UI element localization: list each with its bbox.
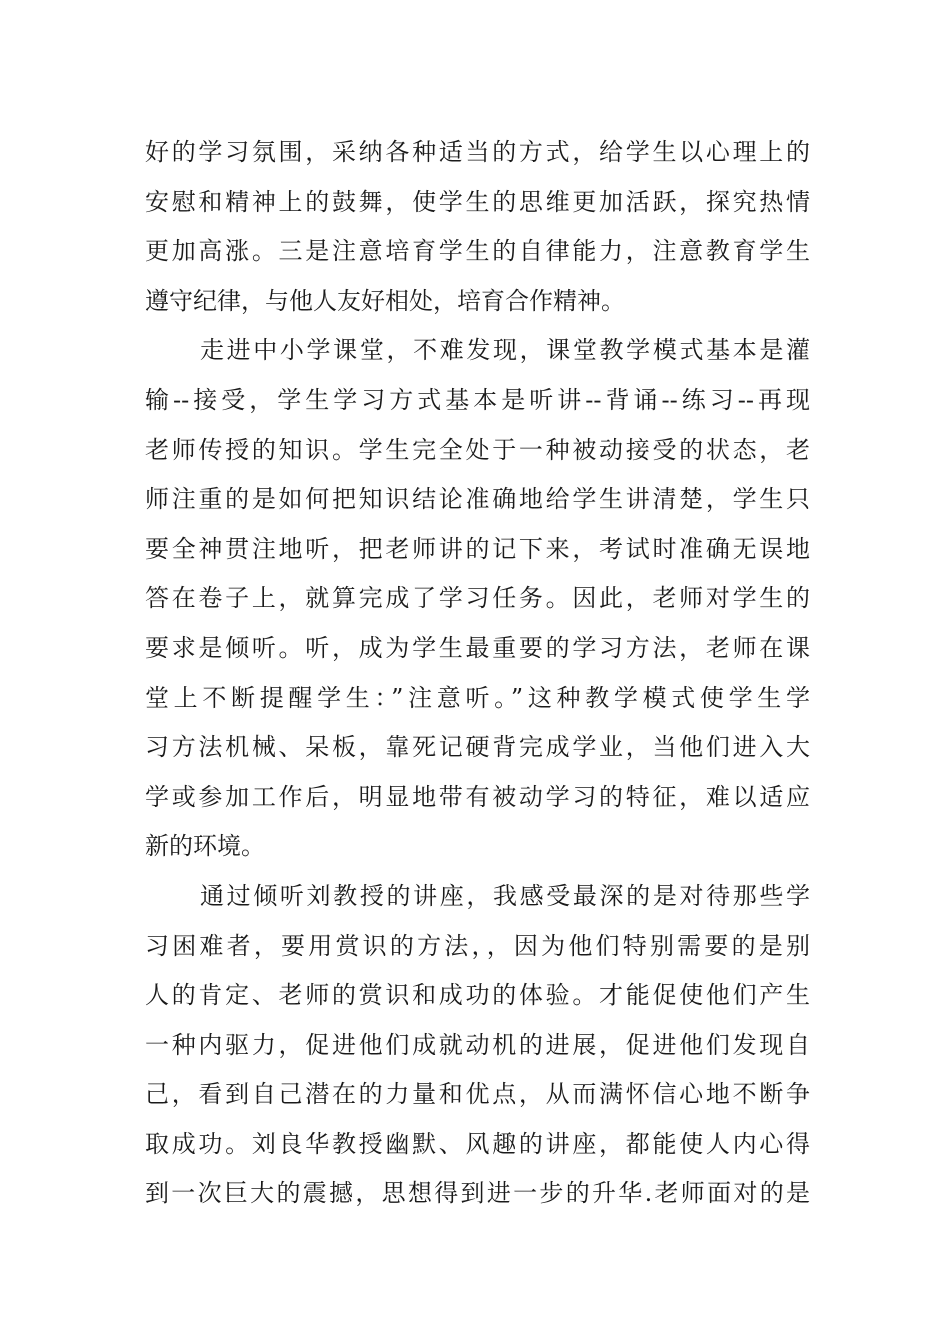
text-line: 输--接受，学生学习方式基本是听讲--背诵--练习--再现 [145,385,810,414]
text-line: 要求是倾听。听，成为学生最重要的学习方法，老师在课 [145,633,810,662]
text-line: 习方法机械、呆板，靠死记硬背完成学业，当他们进入大 [145,733,810,762]
text-line: 取成功。刘良华教授幽默、风趣的讲座，都能使人内心得 [145,1129,810,1158]
text-line: 一种内驱力，促进他们成就动机的进展，促进他们发现自 [145,1030,810,1059]
text-line: 更加高涨。三是注意培育学生的自律能力，注意教育学生 [145,237,810,266]
text-line: 堂上不断提醒学生：”注意听。”这种教学模式使学生学 [145,683,810,712]
text-line: 己，看到自己潜在的力量和优点，从而满怀信心地不断争 [145,1080,810,1109]
text-line: 人的肯定、老师的赏识和成功的体验。才能促使他们产生 [145,981,810,1010]
text-line: 老师传授的知识。学生完全处于一种被动接受的状态，老 [145,435,810,464]
text-line: 答在卷子上，就算完成了学习任务。因此，老师对学生的 [145,584,810,613]
text-line: 新的环境。 [145,832,265,861]
text-line: 师注重的是如何把知识结论准确地给学生讲清楚，学生只 [145,485,810,514]
paragraph-first-line: 通过倾听刘教授的讲座，我感受最深的是对待那些学 [200,881,810,910]
text-line: 安慰和精神上的鼓舞，使学生的思维更加活跃，探究热情 [145,187,810,216]
text-line: 学或参加工作后，明显地带有被动学习的特征，难以适应 [145,782,810,811]
text-line: 要全神贯注地听，把老师讲的记下来，考试时准确无误地 [145,534,810,563]
text-line: 到一次巨大的震撼，思想得到进一步的升华.老师面对的是 [145,1179,810,1208]
text-line: 遵守纪律，与他人友好相处，培育合作精神。 [145,286,625,315]
text-line: 好的学习氛围，采纳各种适当的方式，给学生以心理上的 [145,138,810,166]
text-line: 习困难者，要用赏识的方法，，因为他们特别需要的是别 [145,931,810,960]
paragraph-first-line: 走进中小学课堂，不难发现，课堂教学模式基本是灌 [200,336,810,365]
body-text [145,128,810,1219]
